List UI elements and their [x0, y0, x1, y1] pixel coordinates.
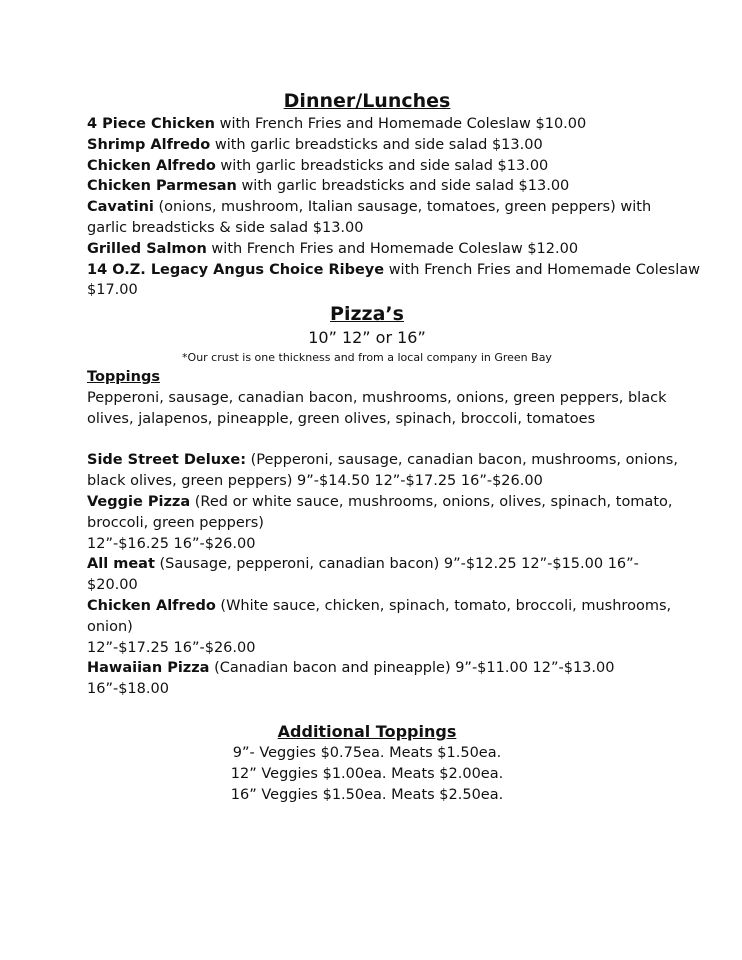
dinner-item: [87, 135, 647, 156]
dinner-item: [87, 156, 647, 177]
specialty-pizza: [87, 554, 647, 575]
additional-toppings-heading: Additional Toppings: [277, 721, 457, 741]
dinner-heading: Dinner/Lunches: [283, 90, 451, 112]
dinner-item: [87, 114, 647, 135]
specialty-pizza-continued: black olives, green peppers) 9”-$14.50 12”-$17.25 16”-$26.00: [87, 473, 543, 490]
specialty-pizza-continued: $20.00: [87, 577, 138, 594]
specialty-pizza: [87, 492, 673, 513]
specialty-pizza-name: Hawaiian Pizza: [87, 660, 210, 677]
additional-toppings-line: 12” Veggies $1.00ea. Meats $2.00ea.: [230, 765, 504, 782]
specialty-pizza-list: [87, 450, 678, 700]
additional-toppings-line: 16” Veggies $1.50ea. Meats $2.50ea.: [230, 786, 504, 803]
specialty-pizza-name: Veggie Pizza: [87, 493, 191, 510]
specialty-pizza: [87, 450, 678, 471]
additional-toppings-line: 9”- Veggies $0.75ea. Meats $1.50ea.: [232, 744, 502, 761]
pizza-heading: Pizza’s: [330, 303, 404, 326]
toppings-heading: Toppings: [87, 369, 160, 386]
dinner-item-name: Shrimp Alfredo: [87, 136, 211, 153]
dinner-item-desc: with French Fries and Homemade Coleslaw $12.00: [206, 240, 579, 257]
dinner-item: [87, 260, 700, 281]
dinner-item-desc: with garlic breadsticks and side salad $13.00: [236, 178, 570, 195]
menu-content: [87, 88, 700, 805]
dinner-item-desc: with garlic breadsticks and side salad $13.00: [215, 157, 549, 174]
dinner-item-name: Chicken Alfredo: [87, 157, 216, 174]
specialty-pizza-name: Chicken Alfredo: [87, 597, 216, 614]
specialty-pizza-name: All meat: [87, 556, 155, 573]
dinner-item-continued: $17.00: [87, 282, 138, 299]
toppings-list-line: olives, jalapenos, pineapple, green olives, spinach, broccoli, tomatoes: [87, 410, 596, 427]
dinner-item-desc: (onions, mushroom, Italian sausage, tomatoes, green peppers) with: [153, 199, 652, 216]
dinner-item-name: 4 Piece Chicken: [87, 116, 215, 132]
pizza-sizes: 10” 12” or 16”: [308, 328, 426, 348]
specialty-pizza-name: Side Street Deluxe:: [87, 452, 246, 469]
dinner-item: [87, 197, 652, 218]
dinner-item-desc: with French Fries and Homemade Coleslaw $10.00: [215, 116, 587, 132]
dinner-item-name: Grilled Salmon: [87, 240, 207, 257]
dinner-item-name: Chicken Parmesan: [87, 178, 237, 195]
specialty-pizza-continued: broccoli, green peppers): [87, 514, 264, 531]
dinner-item-name: 14 O.Z. Legacy Angus Choice Ribeye: [87, 261, 385, 278]
dinner-item: [87, 176, 647, 197]
dinner-item: [87, 239, 647, 260]
dinner-item-continued: garlic breadsticks & side salad $13.00: [87, 219, 364, 236]
specialty-pizza-prices: 12”-$17.25 16”-$26.00: [87, 639, 256, 656]
specialty-pizza-desc: (Pepperoni, sausage, canadian bacon, mushrooms, onions,: [246, 452, 678, 469]
specialty-pizza-desc: (Sausage, pepperoni, canadian bacon) 9”-$12.25 12”-$15.00 16”-: [154, 556, 639, 573]
dinner-item-desc: with French Fries and Homemade Coleslaw: [384, 261, 700, 278]
spacer: [87, 430, 647, 451]
specialty-pizza: [87, 658, 647, 679]
crust-note: *Our crust is one thickness and from a local company in Green Bay: [182, 351, 552, 365]
specialty-pizza-desc: (White sauce, chicken, spinach, tomato, broccoli, mushrooms,: [215, 597, 672, 614]
specialty-pizza-desc: (Red or white sauce, mushrooms, onions, olives, spinach, tomato,: [190, 493, 673, 510]
specialty-pizza-prices: 12”-$16.25 16”-$26.00: [87, 535, 256, 552]
toppings-list-line: Pepperoni, sausage, canadian bacon, mushrooms, onions, green peppers, black: [87, 389, 667, 406]
specialty-pizza: [87, 596, 672, 617]
specialty-pizza-continued: 16”-$18.00: [87, 681, 169, 698]
specialty-pizza-desc: (Canadian bacon and pineapple) 9”-$11.00 12”-$13.00: [209, 660, 615, 677]
specialty-pizza-continued: onion): [87, 618, 133, 635]
dinner-list: [87, 114, 700, 301]
dinner-item-name: Cavatini: [87, 199, 154, 216]
dinner-item-desc: with garlic breadsticks and side salad $13.00: [210, 136, 543, 153]
